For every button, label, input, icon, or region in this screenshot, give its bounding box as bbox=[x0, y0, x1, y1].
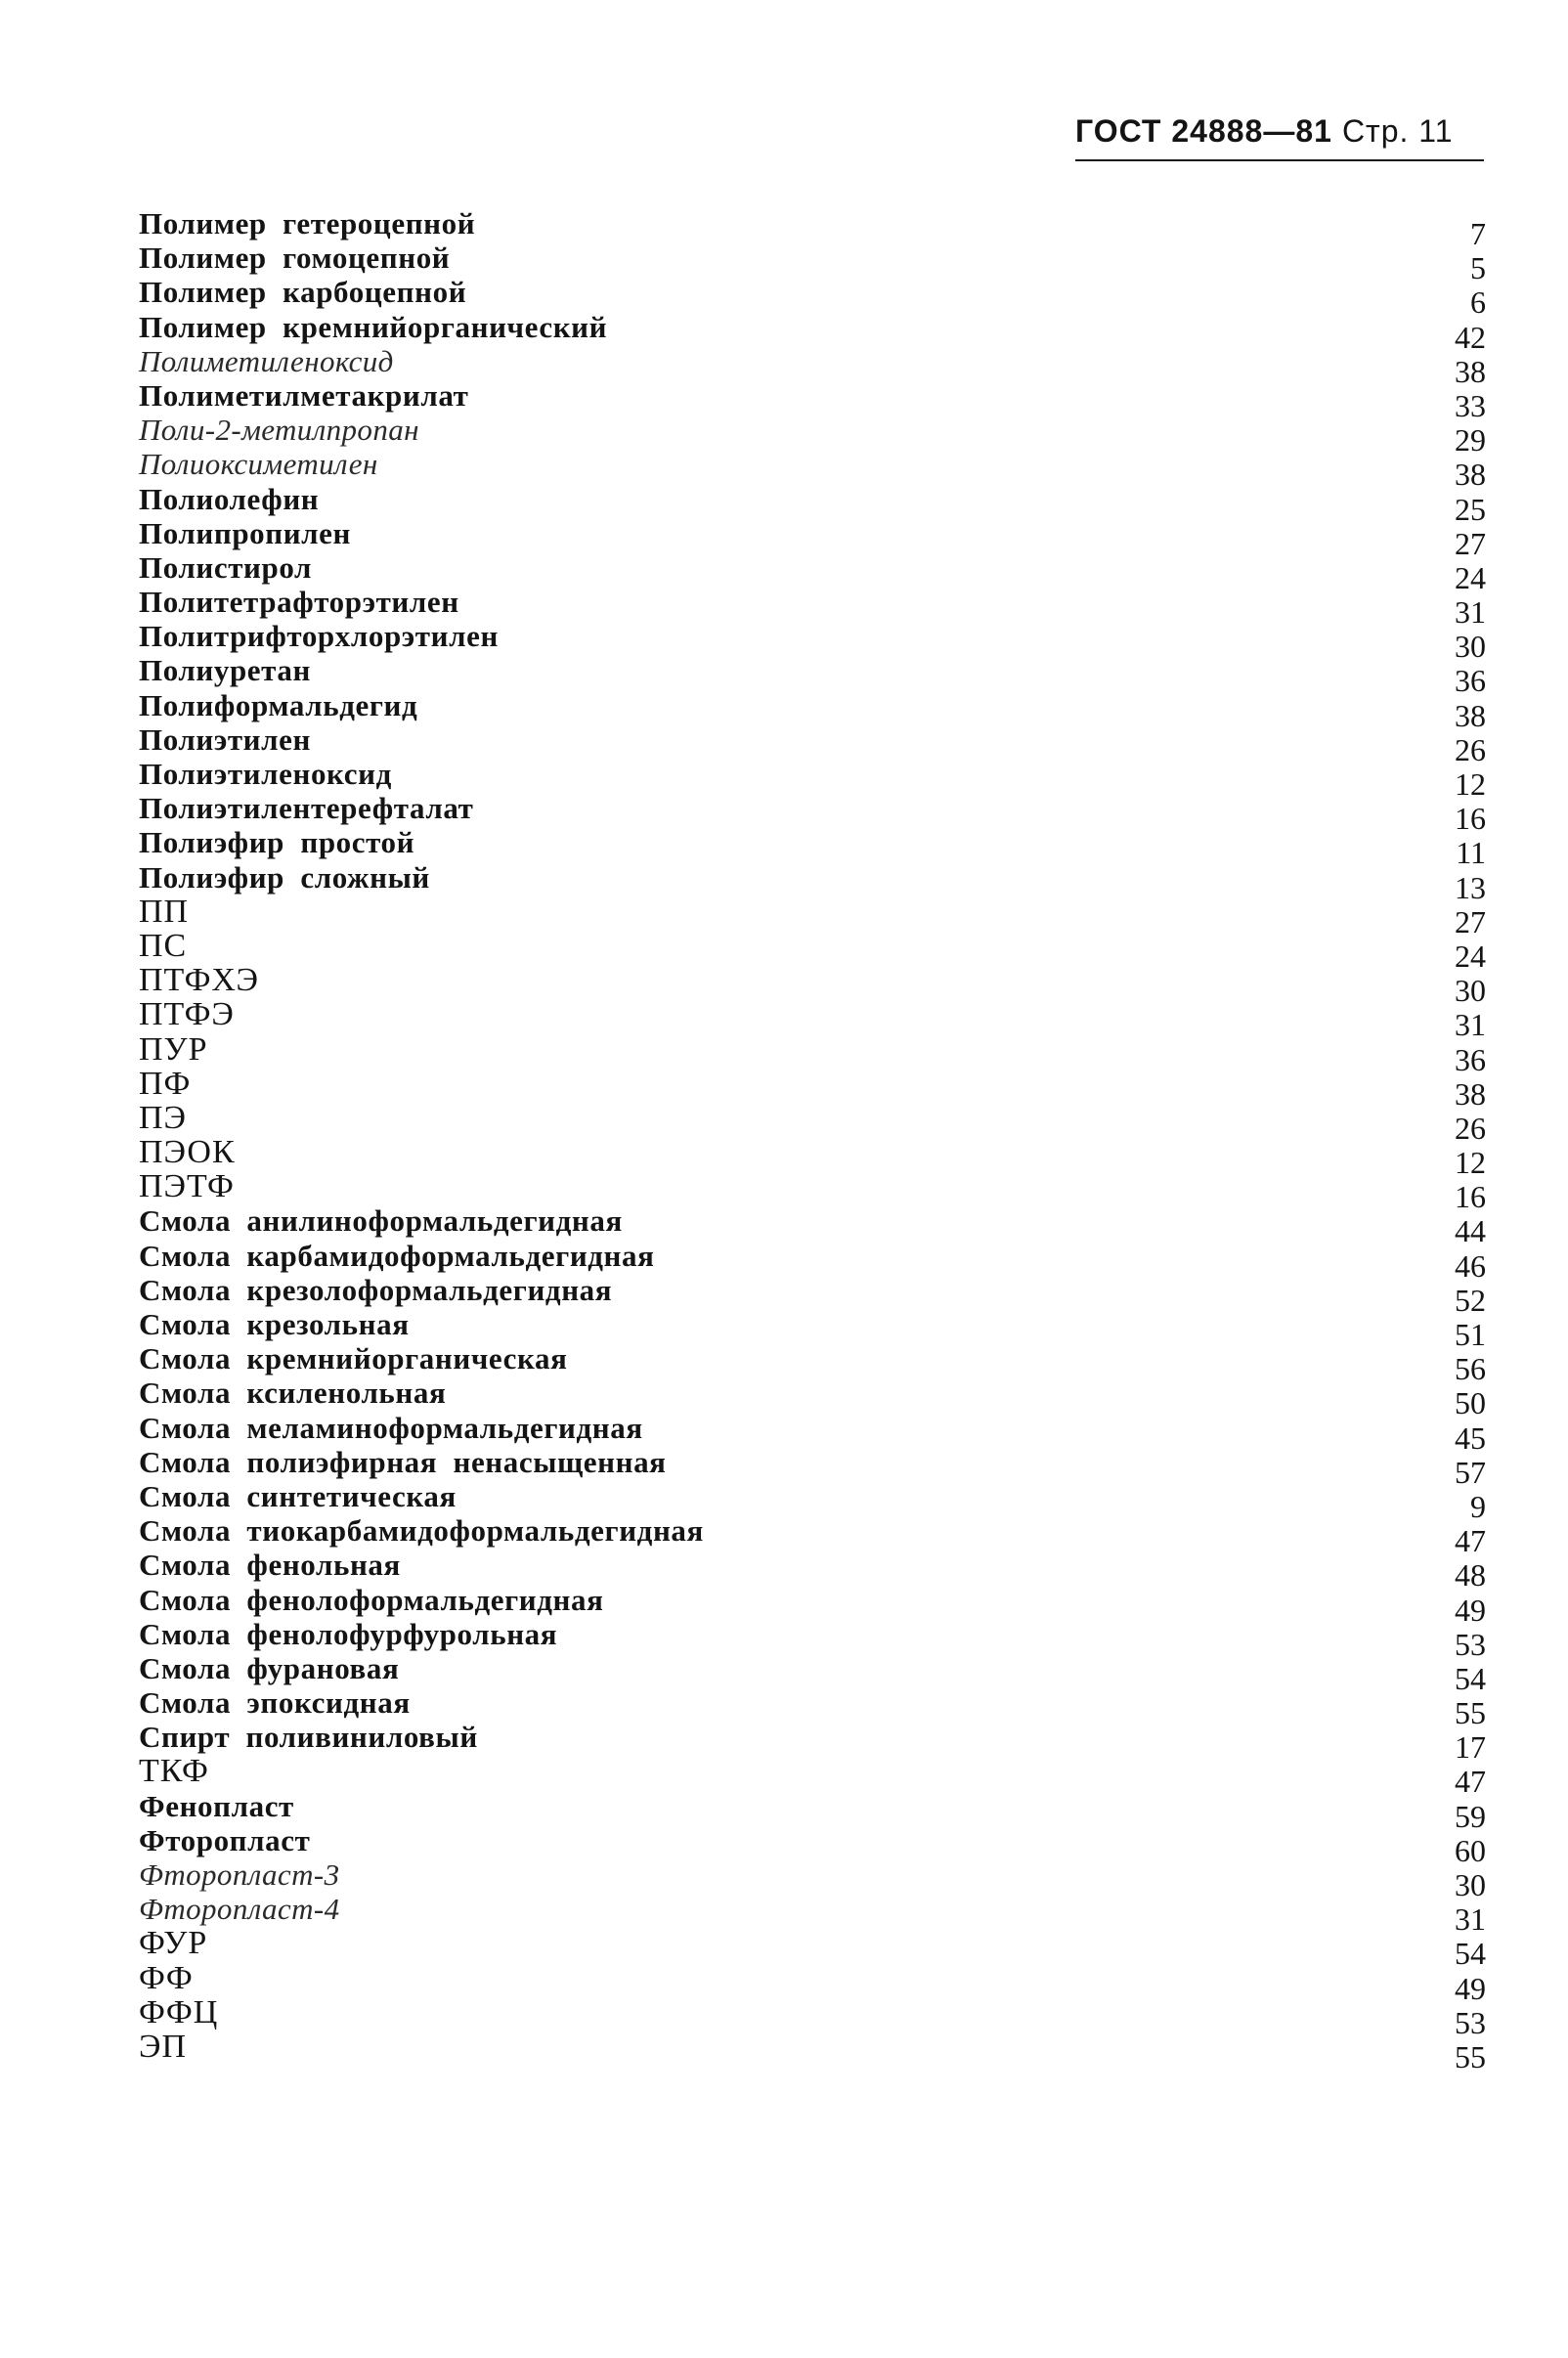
index-term: Полиметиленоксид bbox=[139, 343, 394, 378]
index-page-number: 45 bbox=[1455, 1419, 1486, 1456]
index-entry bbox=[139, 206, 1486, 251]
index-term: ПЭ bbox=[139, 1099, 187, 1136]
page-number: Стр. 11 bbox=[1341, 113, 1454, 149]
index-page-number: 60 bbox=[1455, 1832, 1486, 1868]
index-entry bbox=[139, 481, 1486, 527]
index-term: ФУР bbox=[139, 1925, 208, 1962]
index-term: Полиэфир простой bbox=[139, 825, 415, 860]
index-page-number: 26 bbox=[1455, 731, 1486, 767]
index-entry bbox=[139, 1513, 1486, 1559]
index-term: Полипропилен bbox=[139, 515, 351, 550]
index-entry bbox=[139, 996, 1486, 1043]
index-entry bbox=[139, 343, 1486, 389]
index-page-number: 50 bbox=[1455, 1385, 1486, 1421]
index-page-number: 51 bbox=[1455, 1317, 1486, 1352]
index-page-number: 56 bbox=[1455, 1351, 1486, 1387]
index-entry bbox=[139, 1410, 1486, 1456]
index-page-number: 27 bbox=[1455, 525, 1486, 561]
index-term: ФФЦ bbox=[139, 1993, 219, 2030]
index-page-number: 33 bbox=[1455, 387, 1486, 423]
index-entry bbox=[139, 757, 1486, 802]
index-entry bbox=[139, 515, 1486, 561]
index-page-number: 36 bbox=[1455, 1041, 1486, 1077]
index-page-number: 26 bbox=[1455, 1110, 1486, 1146]
index-page-number: 9 bbox=[1470, 1488, 1486, 1524]
index-page-number: 30 bbox=[1455, 629, 1486, 665]
index-term: Полиэтилентерефталат bbox=[139, 791, 474, 826]
index-term: Политетрафторэтилен bbox=[139, 585, 459, 620]
index-term: Фенопласт bbox=[139, 1788, 294, 1823]
header-rule bbox=[1075, 159, 1484, 161]
index-entry bbox=[139, 1238, 1486, 1284]
index-page-number: 53 bbox=[1455, 1626, 1486, 1662]
index-entry bbox=[139, 1203, 1486, 1249]
index-entry bbox=[139, 413, 1486, 458]
index-term: Полиметилметакрилат bbox=[139, 377, 469, 413]
index-entry bbox=[139, 1582, 1486, 1628]
index-page-number: 46 bbox=[1455, 1247, 1486, 1284]
alphabetical-index bbox=[139, 206, 1486, 2074]
index-page-number: 44 bbox=[1455, 1213, 1486, 1249]
index-entry bbox=[139, 1030, 1486, 1077]
index-term: Полиформальдегид bbox=[139, 687, 418, 722]
standard-number: ГОСТ 24888—81 bbox=[1075, 113, 1332, 149]
index-term: Спирт поливиниловый bbox=[139, 1720, 478, 1755]
index-term: Фторопласт-3 bbox=[139, 1857, 340, 1892]
index-page-number: 11 bbox=[1456, 835, 1486, 871]
index-term: Смола карбамидоформальдегидная bbox=[139, 1238, 655, 1273]
index-entry bbox=[139, 1753, 1486, 1800]
index-term: Полиолефин bbox=[139, 481, 320, 516]
index-term: Смола крезольная bbox=[139, 1307, 410, 1341]
index-entry bbox=[139, 377, 1486, 423]
index-entry bbox=[139, 1857, 1486, 1902]
index-page-number: 17 bbox=[1455, 1729, 1486, 1766]
index-term: Смола ксиленольная bbox=[139, 1376, 447, 1411]
index-term: Смола полиэфирная ненасыщенная bbox=[139, 1444, 667, 1479]
index-term: Полимер гетероцепной bbox=[139, 206, 476, 240]
index-page-number: 24 bbox=[1455, 559, 1486, 595]
index-entry bbox=[139, 309, 1486, 355]
index-page-number: 24 bbox=[1455, 938, 1486, 974]
index-entry bbox=[139, 1478, 1486, 1524]
index-term: Смола фурановая bbox=[139, 1650, 400, 1685]
index-entry bbox=[139, 1134, 1486, 1181]
index-entry bbox=[139, 927, 1486, 974]
index-term: ПЭТФ bbox=[139, 1168, 235, 1205]
index-entry bbox=[139, 1892, 1486, 1938]
index-page-number: 38 bbox=[1455, 353, 1486, 389]
index-entry bbox=[139, 1788, 1486, 1834]
index-term: Полиэфир сложный bbox=[139, 859, 430, 895]
index-page-number: 55 bbox=[1455, 1695, 1486, 1731]
index-page-number: 25 bbox=[1455, 491, 1486, 527]
index-entry bbox=[139, 585, 1486, 631]
index-page-number: 31 bbox=[1455, 1901, 1486, 1938]
index-entry bbox=[139, 791, 1486, 837]
index-page-number: 55 bbox=[1455, 2038, 1486, 2074]
index-page-number: 5 bbox=[1470, 250, 1486, 286]
index-entry bbox=[139, 1616, 1486, 1662]
index-term: ПП bbox=[139, 893, 190, 930]
index-entry bbox=[139, 1822, 1486, 1868]
index-page-number: 47 bbox=[1455, 1523, 1486, 1559]
index-term: ФФ bbox=[139, 1959, 194, 1996]
index-term: ПС bbox=[139, 927, 188, 964]
index-page-number: 52 bbox=[1455, 1282, 1486, 1318]
index-term: Полимер карбоцепной bbox=[139, 275, 467, 310]
index-entry bbox=[139, 825, 1486, 871]
index-entry bbox=[139, 962, 1486, 1009]
index-page-number: 29 bbox=[1455, 422, 1486, 458]
index-term: Смола синтетическая bbox=[139, 1478, 457, 1513]
index-term: Смола анилиноформальдегидная bbox=[139, 1203, 623, 1239]
page-header bbox=[1075, 109, 1484, 153]
index-entry bbox=[139, 1548, 1486, 1594]
index-page-number: 38 bbox=[1455, 457, 1486, 493]
index-page-number: 48 bbox=[1455, 1557, 1486, 1594]
index-term: Полиэтиленоксид bbox=[139, 757, 392, 791]
index-page-number: 27 bbox=[1455, 903, 1486, 939]
index-entry bbox=[139, 721, 1486, 767]
index-entry bbox=[139, 1685, 1486, 1731]
index-entry bbox=[139, 2028, 1486, 2074]
index-entry bbox=[139, 275, 1486, 321]
index-term: ПФ bbox=[139, 1065, 192, 1102]
index-page-number: 30 bbox=[1455, 973, 1486, 1009]
index-entry bbox=[139, 1720, 1486, 1766]
index-term: ПТФХЭ bbox=[139, 962, 259, 999]
index-page-number: 38 bbox=[1455, 697, 1486, 733]
index-page-number: 59 bbox=[1455, 1798, 1486, 1834]
index-page-number: 16 bbox=[1455, 801, 1486, 837]
index-term: Смола меламиноформальдегидная bbox=[139, 1410, 643, 1445]
index-term: Смола фенольная bbox=[139, 1548, 401, 1583]
index-page-number: 54 bbox=[1455, 1660, 1486, 1696]
index-page-number: 49 bbox=[1455, 1592, 1486, 1628]
index-page-number: 57 bbox=[1455, 1454, 1486, 1490]
index-entry bbox=[139, 1168, 1486, 1215]
index-entry bbox=[139, 1341, 1486, 1387]
index-page-number: 31 bbox=[1455, 594, 1486, 631]
index-term: Смола фенолофурфурольная bbox=[139, 1616, 558, 1651]
index-term: Полиоксиметилен bbox=[139, 447, 378, 482]
index-entry bbox=[139, 653, 1486, 699]
index-page-number: 36 bbox=[1455, 663, 1486, 699]
index-term: Смола эпоксидная bbox=[139, 1685, 411, 1721]
index-page-number: 6 bbox=[1470, 284, 1486, 321]
index-term: Политрифторхлорэтилен bbox=[139, 619, 499, 654]
index-term: Смола крезолоформальдегидная bbox=[139, 1272, 613, 1307]
index-page-number: 12 bbox=[1455, 1145, 1486, 1181]
index-term: ТКФ bbox=[139, 1753, 209, 1790]
index-entry bbox=[139, 1993, 1486, 2040]
index-page-number: 16 bbox=[1455, 1179, 1486, 1215]
index-page-number: 12 bbox=[1455, 766, 1486, 802]
index-term: ПУР bbox=[139, 1030, 208, 1068]
index-entry bbox=[139, 447, 1486, 493]
index-term: Смола тиокарбамидоформальдегидная bbox=[139, 1513, 704, 1549]
index-page-number: 30 bbox=[1455, 1867, 1486, 1902]
index-term: Поли-2-метилпропан bbox=[139, 413, 419, 448]
index-term: Смола фенолоформальдегидная bbox=[139, 1582, 604, 1617]
index-term: Фторопласт-4 bbox=[139, 1892, 340, 1927]
index-entry bbox=[139, 1272, 1486, 1318]
index-term: Полимер гомоцепной bbox=[139, 240, 451, 276]
index-page-number: 7 bbox=[1470, 216, 1486, 251]
index-entry bbox=[139, 1650, 1486, 1696]
index-entry bbox=[139, 240, 1486, 286]
index-entry bbox=[139, 859, 1486, 905]
index-entry bbox=[139, 1307, 1486, 1352]
index-entry bbox=[139, 1099, 1486, 1146]
index-page-number: 54 bbox=[1455, 1936, 1486, 1972]
index-entry bbox=[139, 619, 1486, 665]
index-page-number: 38 bbox=[1455, 1075, 1486, 1112]
index-page-number: 13 bbox=[1455, 869, 1486, 905]
index-entry bbox=[139, 1376, 1486, 1421]
index-term: Полиуретан bbox=[139, 653, 311, 688]
index-page-number: 53 bbox=[1455, 2004, 1486, 2040]
index-entry bbox=[139, 549, 1486, 595]
index-term: ПЭОК bbox=[139, 1134, 236, 1171]
index-term: Смола кремнийорганическая bbox=[139, 1341, 568, 1376]
index-term: Полистирол bbox=[139, 549, 313, 585]
index-page-number: 47 bbox=[1455, 1764, 1486, 1800]
index-term: ПТФЭ bbox=[139, 996, 235, 1033]
index-term: Полиэтилен bbox=[139, 721, 311, 757]
index-entry bbox=[139, 1065, 1486, 1112]
index-term: Полимер кремнийорганический bbox=[139, 309, 608, 344]
index-entry bbox=[139, 687, 1486, 733]
index-entry bbox=[139, 893, 1486, 939]
index-entry bbox=[139, 1444, 1486, 1490]
index-page-number: 31 bbox=[1455, 1007, 1486, 1043]
index-page-number: 42 bbox=[1455, 319, 1486, 355]
index-term: Фторопласт bbox=[139, 1822, 311, 1857]
index-entry bbox=[139, 1925, 1486, 1972]
index-term: ЭП bbox=[139, 2028, 187, 2065]
index-page-number: 49 bbox=[1455, 1970, 1486, 2006]
index-entry bbox=[139, 1959, 1486, 2006]
